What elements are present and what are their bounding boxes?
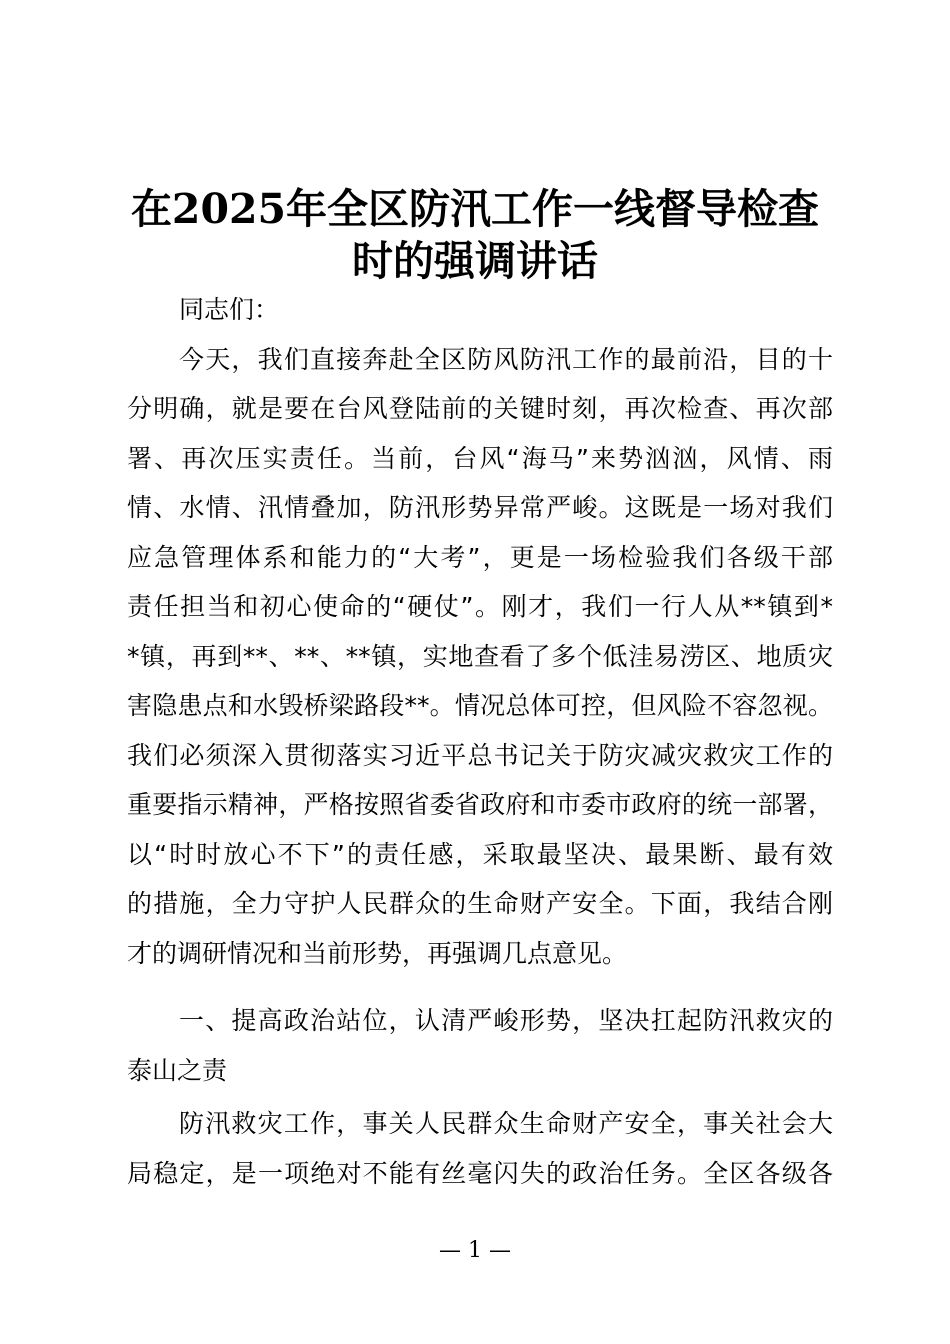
paragraph-line: 防汛救灾工作，事关人民群众生命财产安全，事关社会大 — [179, 1109, 833, 1138]
paragraph-line: 情、水情、汛情叠加，防汛形势异常严峻。这既是一场对我们 — [127, 493, 833, 522]
paragraph-line: *镇，再到**、**、**镇，实地查看了多个低洼易涝区、地质灾 — [127, 641, 833, 671]
spacer — [127, 978, 833, 996]
paragraph-line: 我们必须深入贯彻落实习近平总书记关于防灾减灾救灾工作的 — [127, 740, 833, 770]
section-heading-1 — [127, 996, 833, 1095]
paragraph-line: 今天，我们直接奔赴全区防风防汛工作的最前沿，目的十 — [179, 344, 833, 374]
paragraph-line: 的措施，全力守护人民群众的生命财产安全。下面，我结合刚 — [127, 889, 833, 918]
paragraph-2 — [127, 1099, 833, 1198]
paragraph-line: 署、再次压实责任。当前，台风“海马”来势汹汹，风情、雨 — [127, 443, 833, 473]
title-line-2: 时的强调讲话 — [352, 237, 598, 285]
document-body — [127, 285, 833, 1198]
paragraph-line: 责任担当和初心使命的“硬仗”。刚才，我们一行人从**镇到* — [127, 592, 833, 621]
page-number: — 1 — — [439, 1238, 511, 1263]
paragraph-line: 应急管理体系和能力的“大考”，更是一场检验我们各级干部 — [127, 542, 833, 572]
document-title — [100, 183, 850, 287]
paragraph-line: 分明确，就是要在台风登陆前的关键时刻，再次检查、再次部 — [127, 394, 833, 423]
paragraph-1 — [127, 335, 833, 979]
paragraph-line: 以“时时放心不下”的责任感，采取最坚决、最果断、最有效 — [127, 839, 833, 869]
heading-line: 泰山之责 — [127, 1055, 228, 1085]
paragraph-line: 害隐患点和水毁桥梁路段**。情况总体可控，但风险不容忽视。 — [127, 691, 833, 720]
salutation: 同志们： — [179, 295, 280, 324]
paragraph-line: 重要指示精神，严格按照省委省政府和市委市政府的统一部署， — [127, 790, 833, 819]
heading-line: 一、提高政治站位，认清严峻形势，坚决扛起防汛救灾的 — [179, 1006, 833, 1035]
title-line-1: 在2025年全区防汛工作一线督导检查 — [130, 185, 820, 233]
paragraph-line: 才的调研情况和当前形势，再强调几点意见。 — [127, 938, 628, 968]
paragraph-line: 局稳定，是一项绝对不能有丝毫闪失的政治任务。全区各级各 — [127, 1158, 833, 1188]
